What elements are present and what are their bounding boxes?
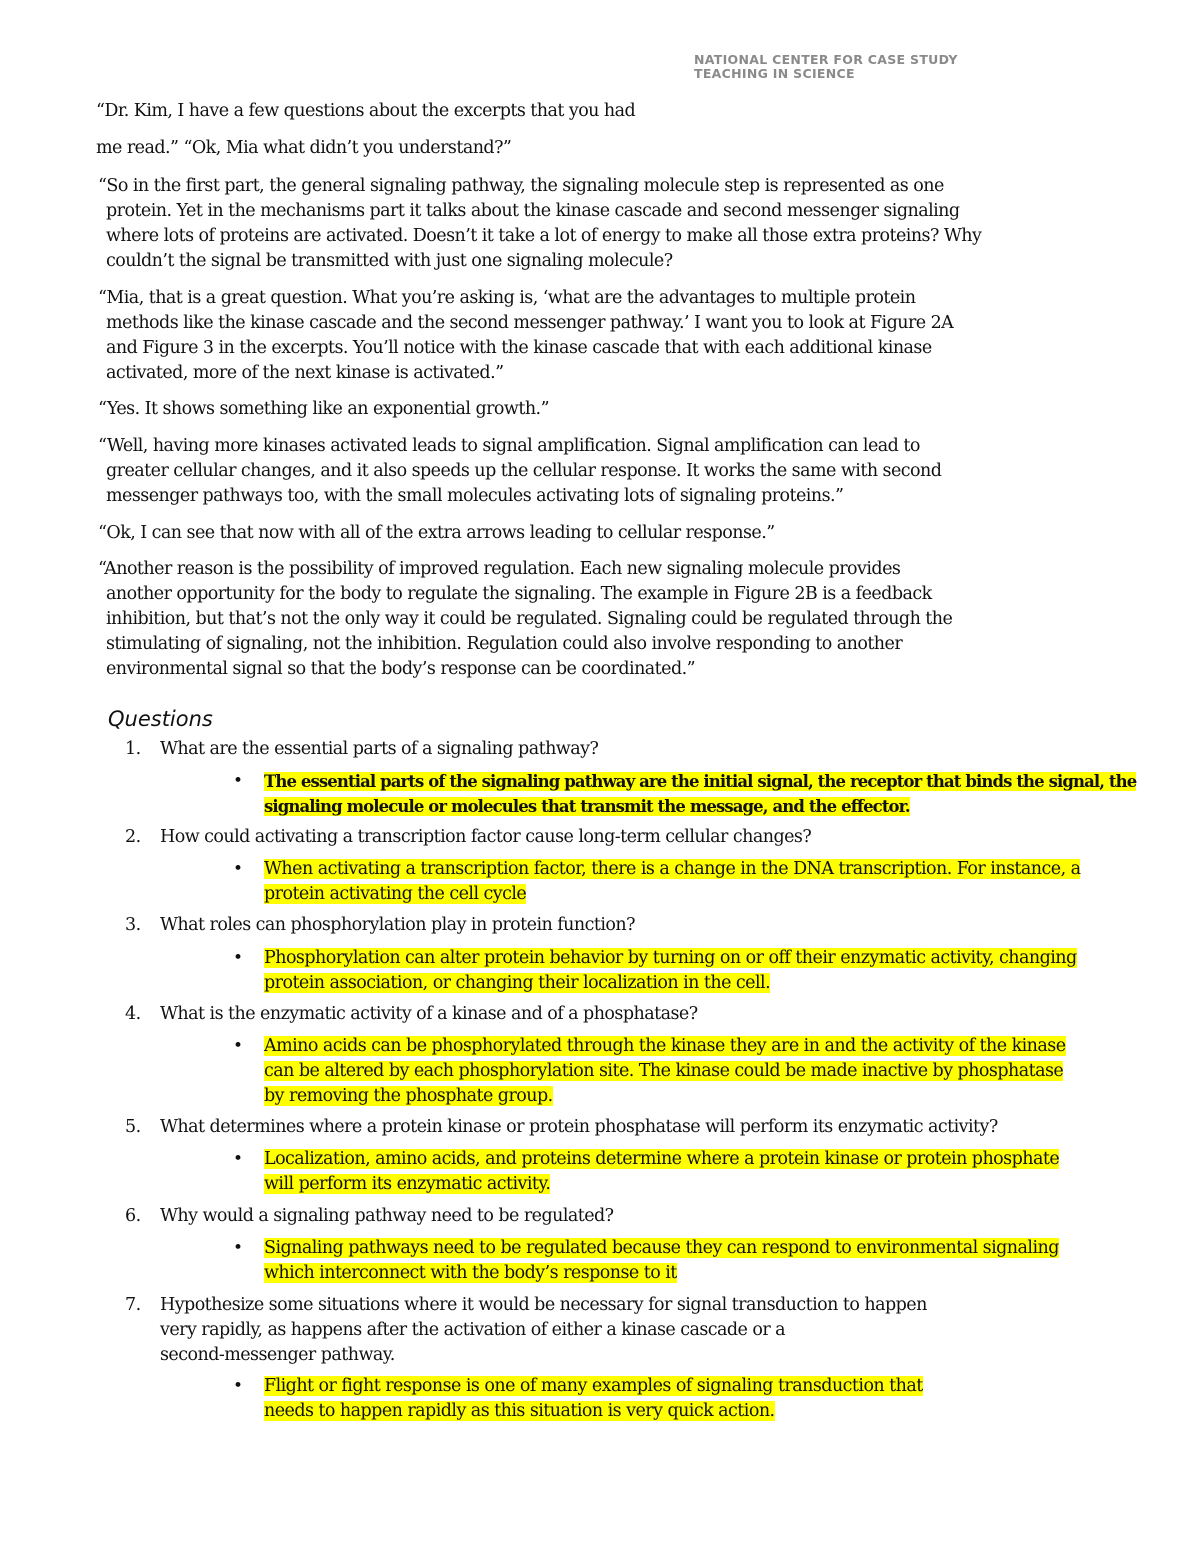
paragraph-line: activated, more of the next kinase is activated.” — [106, 363, 504, 383]
question-number: 1. — [125, 739, 141, 759]
question-text: What determines where a protein kinase or protein phosphatase will perform its enzymatic activity? — [160, 1117, 998, 1137]
paragraph-line: messenger pathways too, with the small molecules activating lots of signaling proteins.” — [106, 486, 844, 506]
question-number: 2. — [125, 827, 141, 847]
paragraph-line: “So in the first part, the general signaling pathway, the signaling molecule step is represented as one — [98, 176, 944, 196]
answer-line: Amino acids can be phosphorylated through the kinase they are in and the activity of the kinase — [264, 1036, 1066, 1056]
paragraph-line: couldn’t the signal be transmitted with just one signaling molecule? — [106, 251, 673, 271]
paragraph-line: environmental signal so that the body’s response can be coordinated.” — [106, 659, 696, 679]
question-text: What is the enzymatic activity of a kinase and of a phosphatase? — [160, 1004, 698, 1024]
paragraph-line: “Yes. It shows something like an exponential growth.” — [98, 399, 549, 419]
question-number: 6. — [125, 1206, 141, 1226]
paragraph-line: “Mia, that is a great question. What you’re asking is, ‘what are the advantages to multiple protein — [98, 288, 916, 308]
paragraph-line: me read.” “Ok, Mia what didn’t you understand?” — [96, 138, 512, 158]
paragraph-line: and Figure 3 in the excerpts. You’ll notice with the kinase cascade that with each additional kinase — [106, 338, 932, 358]
answer-line: protein association, or changing their localization in the cell. — [264, 973, 771, 993]
question-text: Hypothesize some situations where it would be necessary for signal transduction to happen — [160, 1295, 927, 1315]
paragraph-line: “Another reason is the possibility of improved regulation. Each new signaling molecule provides — [98, 559, 901, 579]
questions-heading: Questions — [108, 707, 213, 731]
answer-line: Signaling pathways need to be regulated because they can respond to environmental signaling — [264, 1238, 1059, 1258]
paragraph-line: another opportunity for the body to regulate the signaling. The example in Figure 2B is a feedback — [106, 584, 932, 604]
answer-line: The essential parts of the signaling pathway are the initial signal, the receptor that binds the signal, the — [264, 772, 1137, 791]
bullet-icon: • — [233, 1238, 243, 1258]
question-text: very rapidly, as happens after the activation of either a kinase cascade or a — [160, 1320, 786, 1340]
paragraph-line: inhibition, but that’s not the only way it could be regulated. Signaling could be regulated through the — [106, 609, 953, 629]
paragraph-line: greater cellular changes, and it also speeds up the cellular response. It works the same with second — [106, 461, 942, 481]
answer-line: Flight or fight response is one of many examples of signaling transduction that — [264, 1376, 923, 1396]
question-text: What roles can phosphorylation play in protein function? — [160, 915, 635, 935]
answer-line: When activating a transcription factor, there is a change in the DNA transcription. For instance, a — [264, 859, 1081, 879]
answer-line: can be altered by each phosphorylation site. The kinase could be made inactive by phosphatase — [264, 1061, 1064, 1081]
question-number: 5. — [125, 1117, 141, 1137]
paragraph-line: methods like the kinase cascade and the second messenger pathway.’ I want you to look at Figure 2A — [106, 313, 954, 333]
paragraph-line: “Well, having more kinases activated leads to signal amplification. Signal amplification can lead to — [98, 436, 920, 456]
paragraph-line: stimulating of signaling, not the inhibition. Regulation could also involve responding to another — [106, 634, 903, 654]
question-number: 7. — [125, 1295, 141, 1315]
bullet-icon: • — [233, 1036, 243, 1056]
answer-line: which interconnect with the body’s response to it — [264, 1263, 677, 1283]
publisher-header — [694, 53, 958, 81]
bullet-icon: • — [233, 1376, 243, 1396]
question-text: second-messenger pathway. — [160, 1345, 395, 1365]
question-text: Why would a signaling pathway need to be regulated? — [160, 1206, 614, 1226]
paragraph-line: protein. Yet in the mechanisms part it talks about the kinase cascade and second messenger signaling — [106, 201, 960, 221]
paragraph-line: where lots of proteins are activated. Doesn’t it take a lot of energy to make all those extra proteins? Why — [106, 226, 982, 246]
question-text: How could activating a transcription factor cause long-term cellular changes? — [160, 827, 812, 847]
answer-line: protein activating the cell cycle — [264, 884, 527, 904]
bullet-icon: • — [233, 1149, 243, 1169]
question-number: 3. — [125, 915, 141, 935]
paragraph-line: “Dr. Kim, I have a few questions about the excerpts that you had — [96, 101, 636, 121]
answer-line: signaling molecule or molecules that transmit the message, and the effector. — [264, 797, 910, 816]
bullet-icon: • — [233, 771, 243, 791]
answer-line: Phosphorylation can alter protein behavior by turning on or off their enzymatic activity, changing — [264, 948, 1077, 968]
answer-line: will perform its enzymatic activity. — [264, 1174, 551, 1194]
answer-line: by removing the phosphate group. — [264, 1086, 553, 1106]
paragraph-line: “Ok, I can see that now with all of the extra arrows leading to cellular response.” — [98, 523, 775, 543]
answer-line: Localization, amino acids, and proteins determine where a protein kinase or protein phosphate — [264, 1149, 1060, 1169]
bullet-icon: • — [233, 859, 243, 879]
question-number: 4. — [125, 1004, 141, 1024]
question-text: What are the essential parts of a signaling pathway? — [160, 739, 599, 759]
bullet-icon: • — [233, 948, 243, 968]
publisher-header-line-1: NATIONAL CENTER FOR CASE STUDY — [694, 52, 958, 67]
answer-line: needs to happen rapidly as this situation is very quick action. — [264, 1401, 775, 1421]
publisher-header-line-2: TEACHING IN SCIENCE — [694, 66, 855, 81]
